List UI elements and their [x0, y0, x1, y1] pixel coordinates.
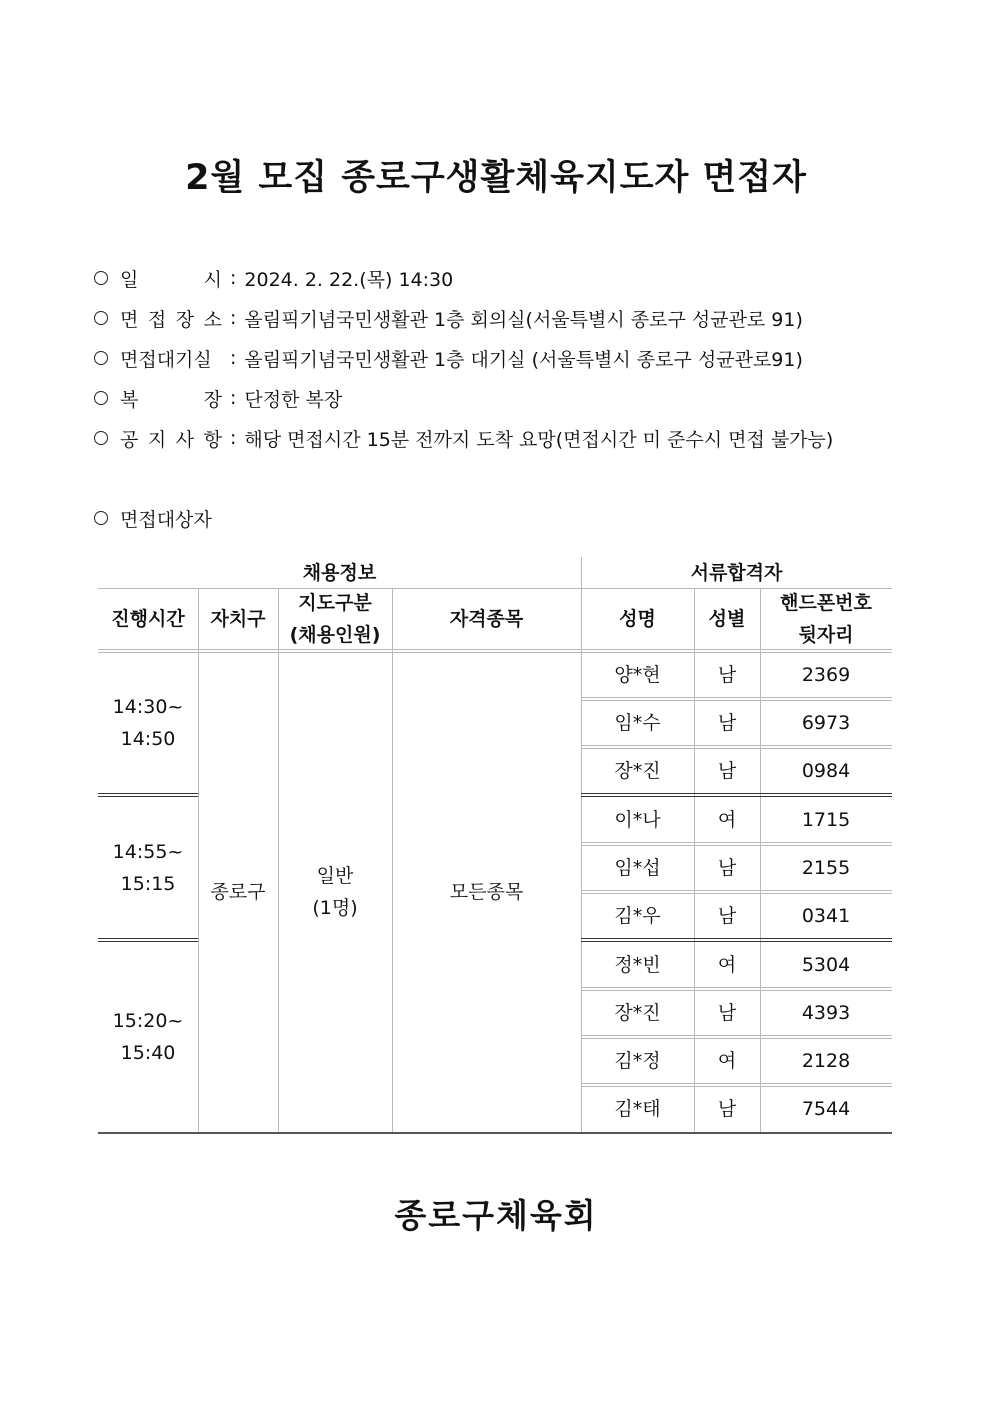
group-header-recruit: 채용정보: [302, 561, 377, 584]
time-slot-1: [98, 652, 198, 793]
grid-line: [581, 697, 892, 698]
cell-phone: 0984: [801, 759, 851, 782]
grid-line: [581, 845, 892, 846]
targets-heading: [94, 498, 212, 538]
cell-gender: 여: [717, 953, 737, 976]
grid-line: [694, 588, 695, 1134]
circle-bullet-icon: [94, 351, 108, 365]
table-bottom-border: [98, 1132, 892, 1134]
cell-gender: 남: [717, 663, 737, 686]
cell-name: 장*진: [614, 1001, 661, 1024]
info-notice: 공 지 사 항 : 해당 면접시간 15분 전까지 도착 요망(면접시간 미 준수시 면접 불가능): [94, 418, 914, 458]
header-gender: 성별: [708, 607, 746, 630]
cell-gender: 남: [717, 1097, 737, 1120]
grid-line: [760, 588, 761, 1134]
circle-bullet-icon: [94, 511, 108, 525]
cell-phone: 4393: [801, 1001, 851, 1024]
info-waiting-room: 면접대기실 : 올림픽기념국민생활관 1층 대기실 (서울특별시 종로구 성균관로91): [94, 338, 914, 378]
cell-gender: 여: [717, 1049, 737, 1072]
cell-name: 임*수: [614, 711, 661, 734]
grid-line: [581, 990, 892, 991]
header-category: [278, 588, 392, 649]
grid-line: [581, 748, 892, 749]
cell-phone: 2155: [801, 856, 851, 879]
category-count: (1명): [312, 897, 358, 919]
time-slot-3: [98, 942, 198, 1132]
group-header-docs: 서류합격자: [690, 561, 783, 584]
cell-phone: 7544: [801, 1097, 851, 1120]
cell-name: 임*섭: [614, 856, 661, 879]
page-title: 2월 모집 종로구생활체육지도자 면접자: [185, 158, 807, 198]
header-district: 자치구: [210, 607, 266, 630]
cell-phone: 0341: [801, 904, 851, 927]
cell-gender: 남: [717, 904, 737, 927]
slot-start: 15:20~: [112, 1010, 184, 1032]
group-divider: [98, 793, 198, 797]
slot-end: 15:15: [120, 872, 176, 895]
cell-gender: 남: [717, 1001, 737, 1024]
header-sport: 자격종목: [449, 607, 524, 630]
info-value: 단정한 복장: [244, 388, 343, 411]
grid-line: [581, 1035, 892, 1036]
cell-name: 김*우: [614, 904, 661, 927]
info-value: 2024. 2. 22.(목) 14:30: [244, 268, 454, 291]
cell-phone: 5304: [801, 953, 851, 976]
grid-line: [98, 652, 892, 653]
targets-label: 면접대상자: [120, 508, 212, 531]
info-dress-code: 복 장 : 단정한 복장: [94, 378, 914, 418]
group-divider: [581, 938, 892, 942]
info-list: [94, 258, 914, 458]
organization-name: 종로구체육회: [394, 1196, 598, 1235]
header-phone: [760, 588, 892, 649]
grid-line: [581, 987, 892, 988]
cell-gender: 여: [717, 808, 737, 831]
group-divider: [98, 938, 198, 942]
grid-line: [278, 588, 279, 1134]
grid-line: [581, 1038, 892, 1039]
info-value: 올림픽기념국민생활관 1층 회의실(서울특별시 종로구 성균관로 91): [244, 308, 803, 331]
grid-line: [581, 842, 892, 843]
info-label: 공 지 사 항: [120, 428, 222, 451]
circle-bullet-icon: [94, 391, 108, 405]
info-label: 일 시: [120, 268, 222, 291]
grid-line: [98, 588, 892, 589]
info-label: 면접대기실: [120, 348, 212, 371]
cell-gender: 남: [717, 759, 737, 782]
category-cell: [278, 652, 392, 1132]
cell-phone: 1715: [801, 808, 851, 831]
cell-name: 장*진: [614, 759, 661, 782]
info-value: 올림픽기념국민생활관 1층 대기실 (서울특별시 종로구 성균관로91): [244, 348, 803, 371]
header-phone-main: 핸드폰번호: [780, 591, 872, 614]
cell-phone: 2369: [801, 663, 851, 686]
grid-line: [392, 588, 393, 1134]
cell-gender: 남: [717, 856, 737, 879]
header-category-main: 지도구분: [298, 591, 372, 614]
slot-start: 14:30~: [112, 695, 184, 718]
category-value: 일반: [316, 865, 354, 887]
cell-name: 김*정: [614, 1049, 661, 1072]
sport-cell: 모든종목: [449, 881, 524, 903]
info-label: 복 장: [120, 388, 222, 411]
slot-end: 14:50: [120, 727, 176, 750]
grid-line: [581, 893, 892, 894]
header-time: 진행시간: [111, 607, 185, 630]
cell-phone: 2128: [801, 1049, 851, 1072]
info-date: 일 시 : 2024. 2. 22.(목) 14:30: [94, 258, 914, 298]
header-phone-sub: 뒷자리: [798, 623, 854, 646]
cell-name: 김*태: [614, 1097, 661, 1120]
cell-name: 양*현: [614, 663, 661, 686]
info-label: 면 접 장 소: [120, 308, 222, 331]
district-cell: 종로구: [210, 881, 266, 903]
info-value: 해당 면접시간 15분 전까지 도착 요망(면접시간 미 준수시 면접 불가능): [244, 428, 834, 451]
interview-table: [98, 557, 892, 1134]
grid-line: [581, 890, 892, 891]
header-category-sub: (채용인원): [289, 623, 381, 646]
header-name: 성명: [619, 607, 656, 630]
grid-line: [581, 1086, 892, 1087]
grid-line: [581, 745, 892, 746]
cell-name: 이*나: [614, 808, 661, 831]
circle-bullet-icon: [94, 271, 108, 285]
cell-phone: 6973: [801, 711, 851, 734]
cell-name: 정*빈: [614, 953, 661, 976]
grid-line: [581, 700, 892, 701]
grid-line: [581, 1083, 892, 1084]
circle-bullet-icon: [94, 431, 108, 445]
time-slot-2: [98, 797, 198, 938]
slot-start: 14:55~: [112, 840, 184, 863]
info-venue: 면 접 장 소 : 올림픽기념국민생활관 1층 회의실(서울특별시 종로구 성균관로 91): [94, 298, 914, 338]
grid-line: [198, 588, 199, 1134]
group-divider: [581, 793, 892, 797]
cell-gender: 남: [717, 711, 737, 734]
grid-line: [98, 649, 892, 650]
circle-bullet-icon: [94, 311, 108, 325]
slot-end: 15:40: [120, 1042, 176, 1064]
